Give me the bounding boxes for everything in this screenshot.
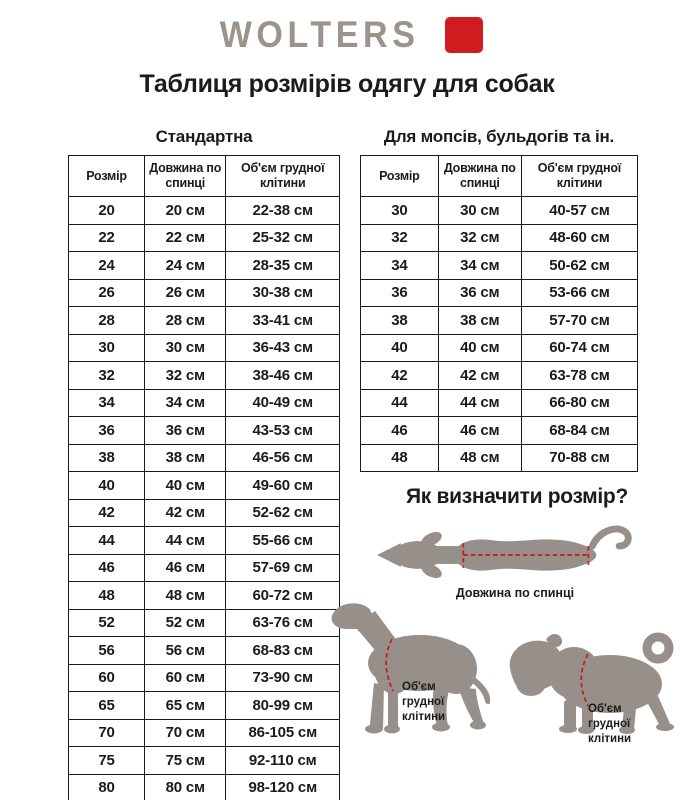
table-cell: 80-99 см (226, 692, 340, 720)
table-cell: 75 (69, 747, 145, 775)
column-header: Об'єм грудної клітини (521, 156, 637, 197)
table-cell: 70 см (145, 719, 226, 747)
table-cell: 73-90 см (226, 664, 340, 692)
table-header-row (361, 156, 638, 197)
table-cell: 34 см (438, 252, 521, 280)
table-cell: 68-83 см (226, 637, 340, 665)
table-header-row (69, 156, 340, 197)
table-cell: 56 см (145, 637, 226, 665)
table-row (69, 637, 340, 665)
column-header: Розмір (361, 156, 439, 197)
table-cell: 60 (69, 664, 145, 692)
table-cell: 46 см (145, 554, 226, 582)
standard-table-section (68, 127, 340, 800)
table-row (69, 609, 340, 637)
dog-top-view-illustration (374, 524, 642, 586)
size-table-standard (68, 155, 340, 800)
table-cell: 55-66 см (226, 527, 340, 555)
table-row (361, 307, 638, 335)
table-cell: 52-62 см (226, 499, 340, 527)
table-cell: 66-80 см (521, 389, 637, 417)
table-cell: 20 см (145, 197, 226, 225)
table-cell: 34 (69, 389, 145, 417)
table-cell: 60-74 см (521, 334, 637, 362)
table-cell: 42 см (145, 499, 226, 527)
table-cell: 38-46 см (226, 362, 340, 390)
table-cell: 36 см (145, 417, 226, 445)
table-cell: 20 (69, 197, 145, 225)
table-cell: 38 (69, 444, 145, 472)
table-cell: 22 см (145, 224, 226, 252)
table-row (69, 362, 340, 390)
table-cell: 30 см (438, 197, 521, 225)
table-cell: 42 (69, 499, 145, 527)
table-cell: 28-35 см (226, 252, 340, 280)
table-cell: 70-88 см (521, 444, 637, 472)
table-cell: 34 (361, 252, 439, 280)
back-length-label: Довжина по спинці (455, 586, 575, 600)
page-title: Таблиця розмірів одягу для собак (139, 70, 555, 98)
table-cell: 43-53 см (226, 417, 340, 445)
pugs-table-section (360, 127, 638, 472)
table-cell: 92-110 см (226, 747, 340, 775)
table-cell: 48 см (145, 582, 226, 610)
table-cell: 70 (69, 719, 145, 747)
table-cell: 56 (69, 637, 145, 665)
table-row (69, 307, 340, 335)
table-cell: 38 см (438, 307, 521, 335)
table-cell: 26 (69, 279, 145, 307)
standard-table-title: Стандартна (155, 127, 253, 146)
chest-volume-label: Об'єм грудної клітини (588, 703, 632, 746)
table-cell: 34 см (145, 389, 226, 417)
table-cell: 36 см (438, 279, 521, 307)
table-row (69, 664, 340, 692)
table-row (361, 279, 638, 307)
table-row (69, 389, 340, 417)
table-row (69, 252, 340, 280)
table-row (69, 527, 340, 555)
table-cell: 28 (69, 307, 145, 335)
table-cell: 36 (69, 417, 145, 445)
table-row (361, 197, 638, 225)
table-cell: 44 см (438, 389, 521, 417)
table-cell: 30 (69, 334, 145, 362)
table-cell: 30 (361, 197, 439, 225)
table-row (69, 499, 340, 527)
table-cell: 32 (361, 224, 439, 252)
table-row (69, 224, 340, 252)
table-cell: 40-57 см (521, 197, 637, 225)
table-cell: 22-38 см (226, 197, 340, 225)
chest-volume-label: Об'єм грудної клітини (402, 681, 446, 724)
pugs-table-title: Для мопсів, бульдогів та ін. (383, 127, 615, 146)
table-cell: 25-32 см (226, 224, 340, 252)
table-cell: 46 (69, 554, 145, 582)
table-row (361, 334, 638, 362)
table-cell: 48 (361, 444, 439, 472)
table-cell: 40 (361, 334, 439, 362)
how-to-measure-title: Як визначити розмір? (406, 485, 628, 508)
table-cell: 48 см (438, 444, 521, 472)
table-cell: 86-105 см (226, 719, 340, 747)
table-row (361, 362, 638, 390)
table-cell: 68-84 см (521, 417, 637, 445)
size-table-pugs-bulldogs (360, 155, 638, 472)
column-header: Довжина по спинці (438, 156, 521, 197)
table-row (69, 774, 340, 800)
brand-logo (0, 16, 694, 53)
column-header: Розмір (69, 156, 145, 197)
table-cell: 57-69 см (226, 554, 340, 582)
table-cell: 26 см (145, 279, 226, 307)
table-cell: 40 (69, 472, 145, 500)
brand-logo-text: WOLTERS (220, 14, 420, 55)
table-cell: 30 см (145, 334, 226, 362)
table-cell: 63-78 см (521, 362, 637, 390)
table-cell: 60 см (145, 664, 226, 692)
table-cell: 44 (361, 389, 439, 417)
table-row (361, 224, 638, 252)
table-cell: 46-56 см (226, 444, 340, 472)
table-cell: 48 (69, 582, 145, 610)
table-cell: 46 (361, 417, 439, 445)
table-cell: 38 (361, 307, 439, 335)
table-cell: 48-60 см (521, 224, 637, 252)
table-cell: 30-38 см (226, 279, 340, 307)
table-cell: 32 (69, 362, 145, 390)
table-cell: 44 (69, 527, 145, 555)
table-row (69, 554, 340, 582)
table-cell: 22 (69, 224, 145, 252)
table-cell: 44 см (145, 527, 226, 555)
table-cell: 42 см (438, 362, 521, 390)
table-row (361, 417, 638, 445)
table-cell: 52 см (145, 609, 226, 637)
brand-logo-red-square (445, 17, 483, 53)
table-cell: 80 см (145, 774, 226, 800)
table-row (69, 197, 340, 225)
table-cell: 32 см (438, 224, 521, 252)
table-cell: 65 (69, 692, 145, 720)
table-cell: 80 (69, 774, 145, 800)
table-cell: 24 см (145, 252, 226, 280)
table-cell: 52 (69, 609, 145, 637)
table-cell: 36 (361, 279, 439, 307)
table-row (361, 252, 638, 280)
table-row (361, 389, 638, 417)
table-cell: 60-72 см (226, 582, 340, 610)
table-cell: 38 см (145, 444, 226, 472)
table-row (69, 472, 340, 500)
table-cell: 36-43 см (226, 334, 340, 362)
table-cell: 28 см (145, 307, 226, 335)
table-cell: 98-120 см (226, 774, 340, 800)
table-cell: 57-70 см (521, 307, 637, 335)
table-cell: 32 см (145, 362, 226, 390)
table-cell: 40 см (145, 472, 226, 500)
table-cell: 49-60 см (226, 472, 340, 500)
table-row (361, 444, 638, 472)
table-cell: 40-49 см (226, 389, 340, 417)
table-cell: 50-62 см (521, 252, 637, 280)
table-row (69, 582, 340, 610)
table-row (69, 719, 340, 747)
table-cell: 33-41 см (226, 307, 340, 335)
table-row (69, 279, 340, 307)
table-cell: 24 (69, 252, 145, 280)
table-cell: 40 см (438, 334, 521, 362)
table-cell: 53-66 см (521, 279, 637, 307)
table-row (69, 444, 340, 472)
column-header: Об'єм грудної клітини (226, 156, 340, 197)
table-cell: 46 см (438, 417, 521, 445)
table-cell: 75 см (145, 747, 226, 775)
table-row (69, 417, 340, 445)
table-cell: 42 (361, 362, 439, 390)
table-cell: 65 см (145, 692, 226, 720)
column-header: Довжина по спинці (145, 156, 226, 197)
table-row (69, 692, 340, 720)
table-row (69, 747, 340, 775)
table-row (69, 334, 340, 362)
table-cell: 63-76 см (226, 609, 340, 637)
